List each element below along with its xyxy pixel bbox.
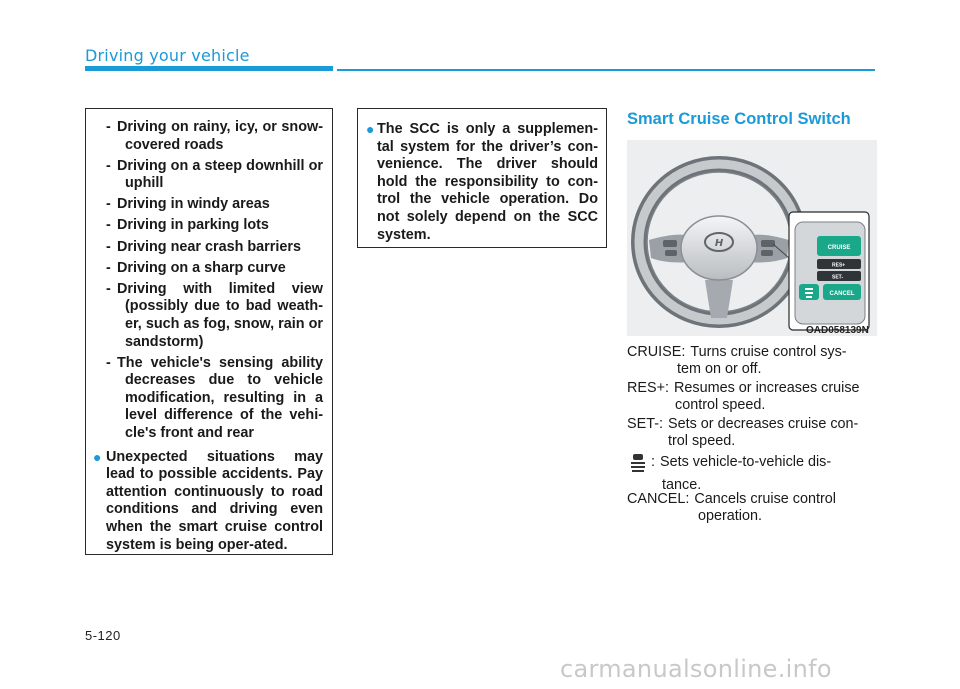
set-switch-label: SET- [832,274,844,281]
bullet-dot-icon: ● [366,121,375,137]
list-item: - Driving on rainy, icy, or snow-covered roads [106,119,323,153]
list-item: - The vehicle's sensing ability decreases due to vehicle modification, resulting in a level difference of the vehi-cle's front and rear [106,354,323,441]
list-item: - Driving near crash barriers [106,238,301,255]
figure-code: OAD058139N [806,325,869,336]
header-rule-thin [337,69,875,71]
header-rule-thick [85,66,333,71]
description-set: SET-: Sets or decreases cruise con- trol speed. [627,416,859,449]
cruise-switch-label: CRUISE [827,245,851,251]
steering-wheel-figure [627,140,877,336]
list-item: - Driving on a sharp curve [106,259,286,276]
conditions-box [85,108,333,555]
bullet-dot-icon: ● [93,448,102,465]
res-switch-label: RES+ [832,262,846,269]
section-title: Smart Cruise Control Switch [627,110,851,128]
list-item: - Driving in parking lots [106,217,269,234]
description-cruise: CRUISE: Turns cruise control sys- tem on or off. [627,344,847,377]
description-distance: : Sets vehicle-to-vehicle dis- tance. [627,454,877,494]
list-item: - Driving in windy areas [106,196,270,213]
warning-bullet: ● Unexpected situations may lead to possible accidents. Pay attention continuously to road conditions and driving even when the smart cruise control system is being oper-ated. [93,448,323,553]
svg-text:H: H [714,238,724,249]
page-number: 5-120 [85,628,121,643]
section-header-title: Driving your vehicle [85,46,250,65]
list-item: - Driving on a steep downhill or uphill [106,157,323,192]
list-item: - Driving with limited view (possibly due to bad weath-er, such as fog, snow, rain or sandstorm) [106,280,323,350]
description-res: RES+: Resumes or increases cruise control speed. [627,380,860,413]
watermark: carmanualsonline.info [560,655,832,683]
cancel-switch-label: CANCEL [829,291,855,297]
notice-bullet: ● The SCC is only a supplemen-tal system for the driver’s con-venience. The driver should hold the responsibility to con-trol the vehicle operation. Do not solely depend on the SCC system. [366,121,598,243]
description-cancel: CANCEL: Cancels cruise control operation. [627,491,836,524]
notice-box [357,108,607,248]
vehicle-distance-icon [631,454,645,477]
steering-wheel-icon [627,140,877,336]
